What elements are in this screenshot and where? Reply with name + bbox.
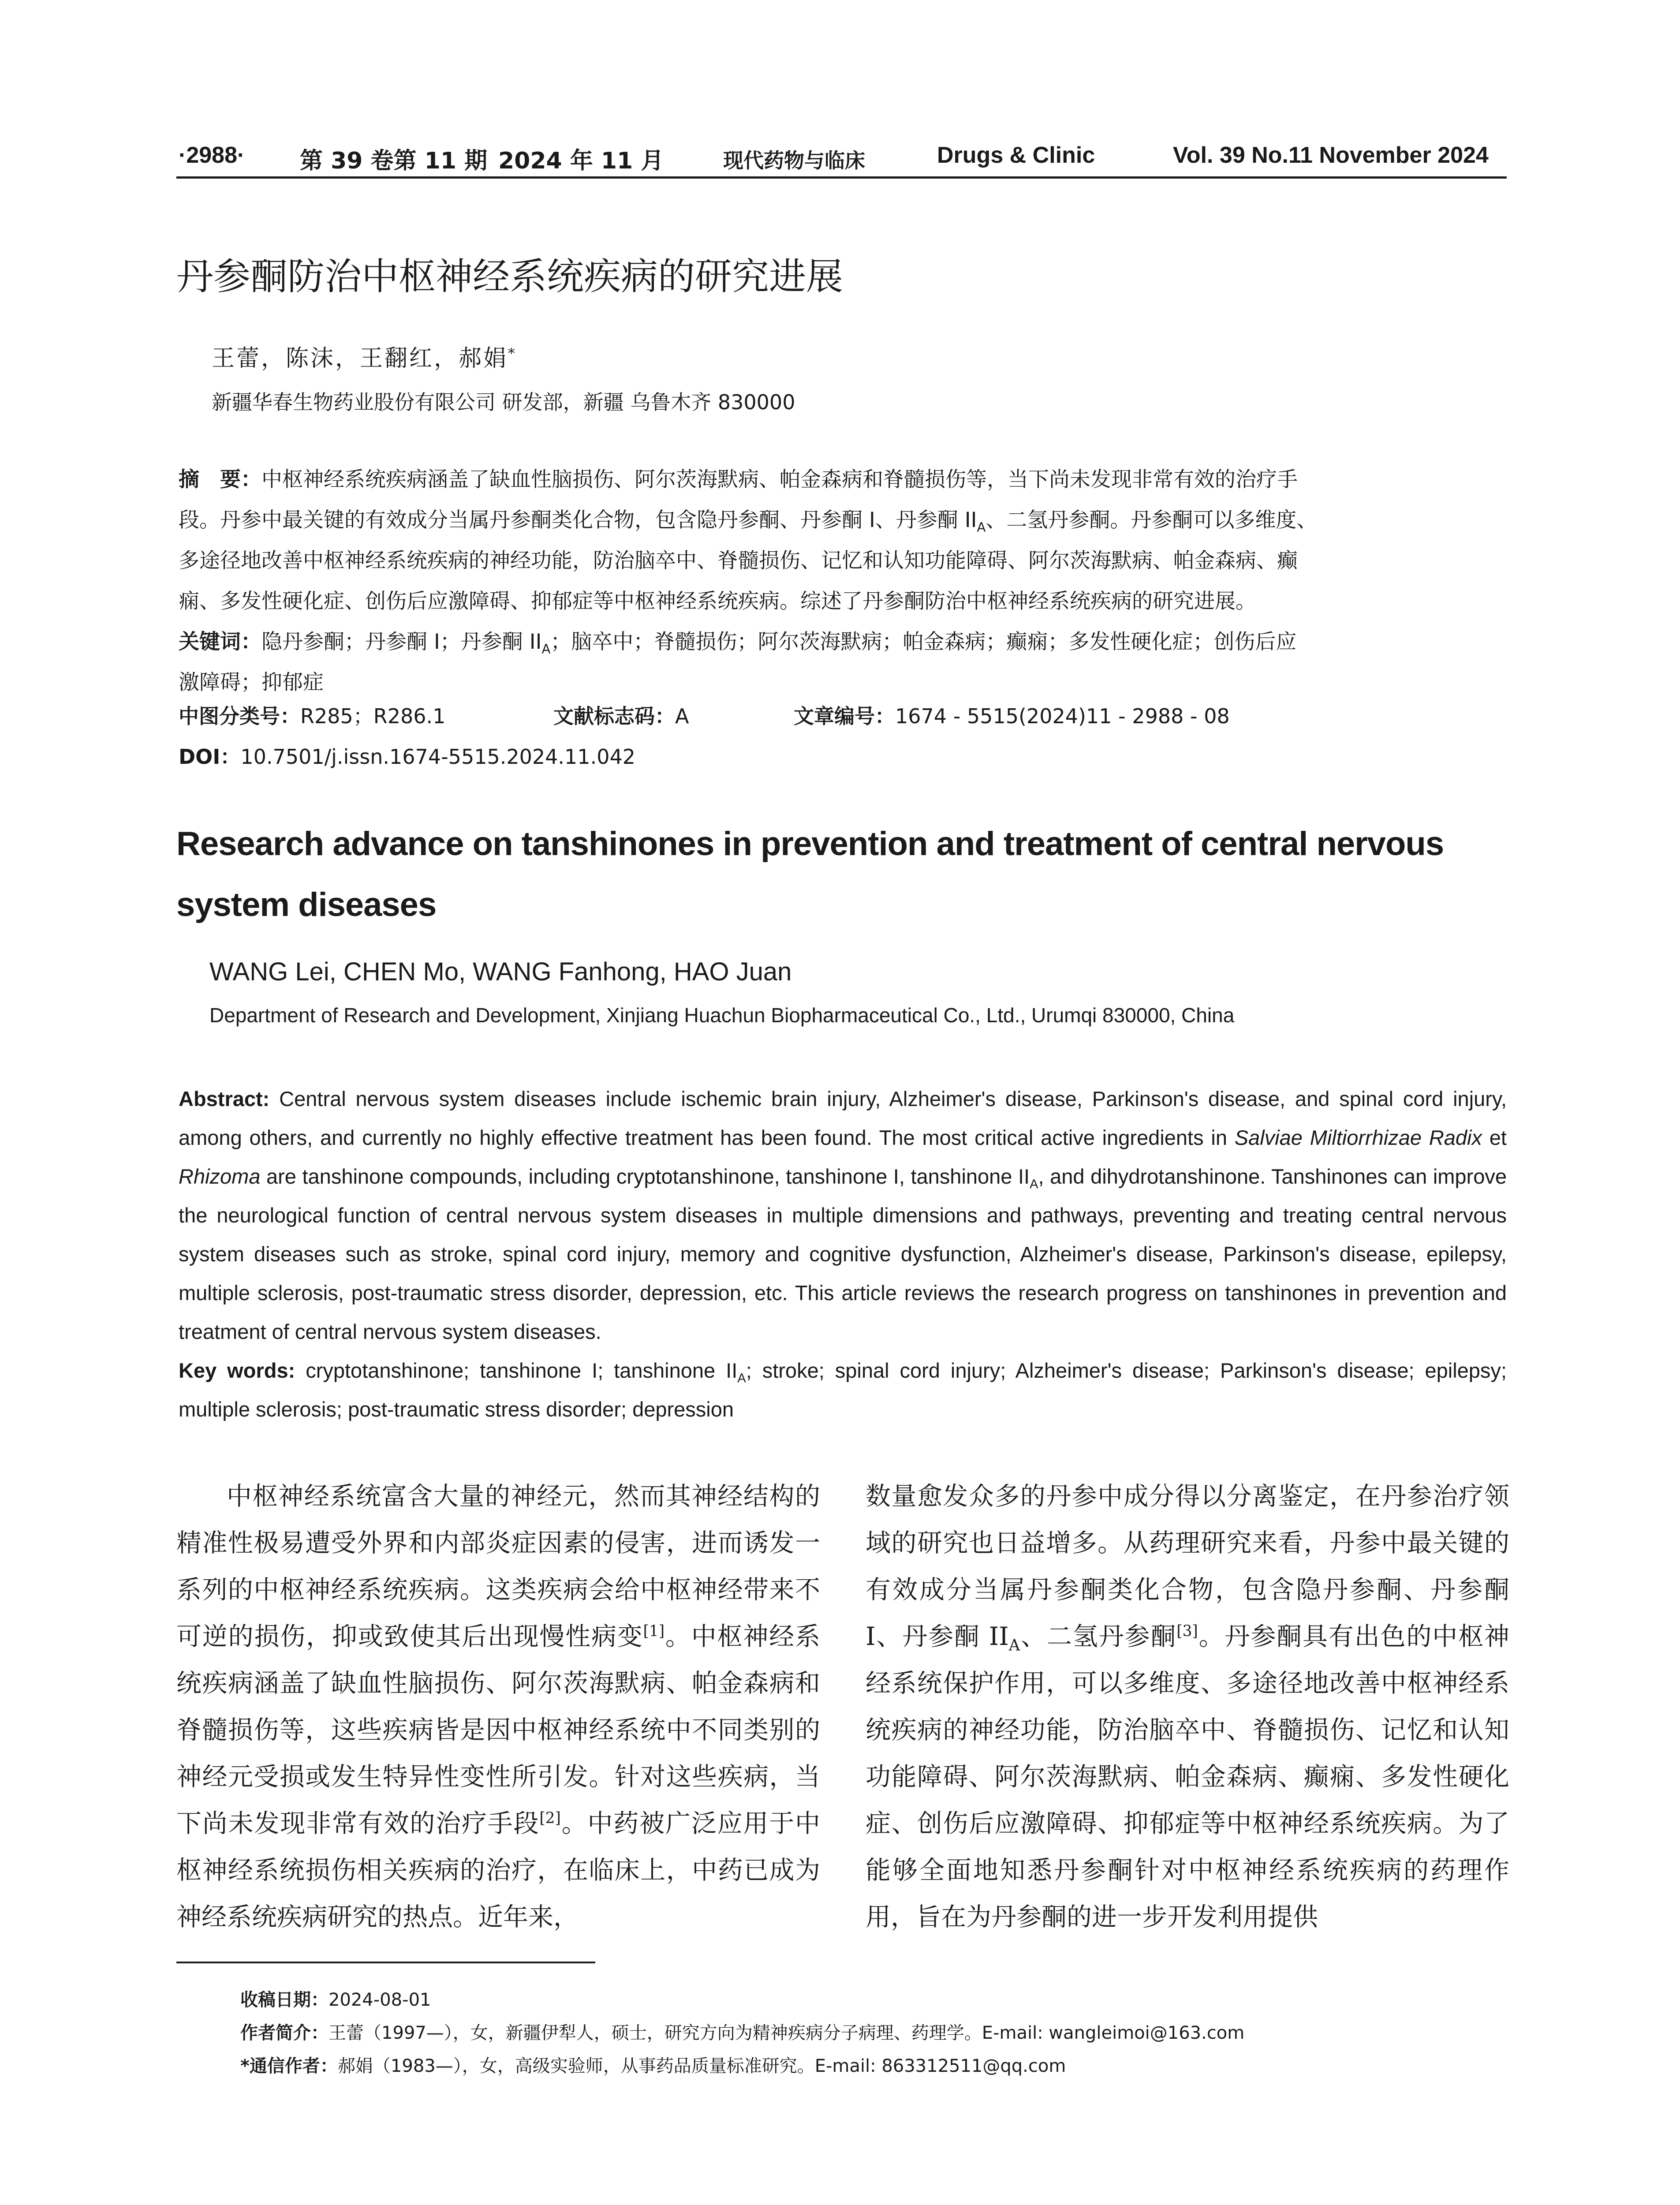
doc-code-value: A	[675, 704, 689, 728]
abstract-en-text: are tanshinone compounds, including cryptotanshinone, tanshinone I, tanshinone II	[260, 1165, 1030, 1188]
article-title-cn: 丹参酮防治中枢神经系统疾病的研究进展	[176, 255, 844, 298]
clc-number	[179, 700, 445, 729]
header-rule	[176, 176, 1507, 179]
citation-ref: [1]	[643, 1622, 665, 1640]
abstract-cn-line: 多途径地改善中枢神经系统疾病的神经功能，防治脑卒中、脊髓损伤、记忆和认知功能障碍、阿尔茨海默病、帕金森病、癫	[179, 549, 1298, 573]
citation-ref: [2]	[539, 1809, 561, 1827]
abstract-en-text: et	[1482, 1126, 1507, 1149]
article-number	[794, 700, 1230, 729]
corresponding-author	[240, 2052, 1066, 2077]
clc-value: R285；R286.1	[300, 704, 446, 728]
keywords-cn-text: ；脑卒中；脊髓损伤；阿尔茨海默病；帕金森病；癫痫；多发性硬化症；创伤后应	[550, 630, 1297, 654]
abstract-cn	[179, 460, 1507, 703]
body-text: 中枢神经系统富含大量的神经元，然而其神经结构的精准性极易遭受外界和内部炎症因素的侵害，进而诱发一系列的中枢神经系统疾病。这类疾病会给中枢神经带来不可逆的损伤，抑或致使其后出现慢性病变	[176, 1482, 820, 1651]
affiliation-cn: 新疆华春生物药业股份有限公司 研发部，新疆 乌鲁木齐 830000	[212, 390, 795, 414]
subscript: A	[541, 641, 551, 657]
keywords-en-text: ; stroke; spinal cord injury; Alzheimer's disease; Parkinson's disease; epilepsy; multiple sclerosis; post-traumatic stress disorder; depression	[179, 1359, 1507, 1421]
received-value: 2024-08-01	[329, 1990, 431, 2010]
abstract-en-text: , and dihydrotanshinone. Tanshinones can improve the neurological function of central nervous system diseases in multiple dimensions and pathways, preventing and treating central nervous system diseases such as stroke, spinal cord injury, memory and cognitive dysfunction, Alzheimer's disease, Parkinson's disease, epilepsy, multiple sclerosis, post-traumatic stress disorder, depression, etc. This article reviews the research progress on tanshinones in prevention and treatment of central nervous system diseases.	[179, 1165, 1507, 1343]
clc-label: 中图分类号：	[179, 704, 300, 728]
authors-cn	[212, 340, 517, 373]
corresponding-label: *通信作者：	[240, 2056, 338, 2076]
citation-ref: [3]	[1176, 1622, 1198, 1640]
abstract-en-text: Central nervous system diseases include ischemic brain injury, Alzheimer's disease, Parkinson's disease, and spinal cord injury, among others, and currently no highly effective treatment has been found. The most critical active ingredients in	[179, 1087, 1507, 1149]
abstract-en-label: Abstract:	[179, 1087, 270, 1110]
doc-code-label: 文献标志码：	[553, 704, 675, 728]
keywords-en-text: cryptotanshinone; tanshinone I; tanshinone II	[295, 1359, 738, 1382]
author-bio	[240, 2019, 1244, 2044]
document-code	[553, 700, 689, 729]
keywords-en-label: Key words:	[179, 1359, 295, 1382]
keywords-cn-text: 隐丹参酮；丹参酮 I；丹参酮 II	[261, 630, 542, 654]
body-text: 。中药被广泛应用于中枢神经系统损伤相关疾病的治疗，在临床上，中药已成为神经系统疾病研究的热点。近年来，	[176, 1809, 821, 1932]
page-number: ·2988·	[179, 142, 245, 168]
subscript: A	[1030, 1177, 1038, 1192]
article-number-value: 1674 - 5515(2024)11 - 2988 - 08	[895, 704, 1230, 728]
authors-cn-names: 王蕾，陈沫，王翻红，郝娟	[212, 345, 508, 372]
subscript: A	[1008, 1636, 1020, 1655]
keywords-cn-cont: 激障碍；抑郁症	[179, 670, 324, 695]
keywords-cn	[179, 622, 1507, 662]
body-column-right	[866, 1473, 1509, 1940]
body-text: 。丹参酮具有出色的中枢神经系统保护作用，可以多维度、多途径地改善中枢神经系统疾病的神经功能，防治脑卒中、脊髓损伤、记忆和认知功能障碍、阿尔茨海默病、帕金森病、癫痫、多发性硬化症、创伤后应激障碍、抑郁症等中枢神经系统疾病。为了能够全面地知悉丹参酮针对中枢神经系统疾病的药理作用，旨在为丹参酮的进一步开发利用提供	[866, 1622, 1510, 1932]
body-text: 。中枢神经系统疾病涵盖了缺血性脑损伤、阿尔茨海默病、帕金森病和脊髓损伤等，这些疾病皆是因中枢神经系统中不同类别的神经元受损或发生特异性变性所引发。针对这些疾病，当下尚未发现非常有效的治疗手段	[176, 1622, 820, 1838]
article-title-en: Research advance on tanshinones in prevention and treatment of central nervous system diseases	[176, 825, 1444, 923]
abstract-cn-label: 摘 要：	[179, 467, 261, 492]
keywords-en	[179, 1351, 1507, 1429]
body-paragraph	[176, 1473, 820, 1940]
body-text: 数量愈发众多的丹参中成分得以分离鉴定，在丹参治疗领域的研究也日益增多。从药理研究来看，丹参中最关键的有效成分当属丹参酮类化合物，包含隐丹参酮、丹参酮 I、丹参酮 II	[866, 1482, 1509, 1651]
abstract-cn-text: 中枢神经系统疾病涵盖了缺血性脑损伤、阿尔茨海默病、帕金森病和脊髓损伤等，当下尚未发现非常有效的治疗手	[261, 467, 1298, 492]
doi-value: 10.7501/j.issn.1674-5515.2024.11.042	[240, 745, 636, 769]
doi	[179, 741, 635, 770]
abstract-en	[179, 1080, 1507, 1429]
received-label: 收稿日期：	[240, 1990, 329, 2010]
abstract-cn-text: 段。丹参中最关键的有效成分当属丹参酮类化合物，包含隐丹参酮、丹参酮 I、丹参酮 II	[179, 508, 977, 532]
issue-date-cn: 2024 年 11 月	[498, 148, 664, 174]
journal-name-cn: 现代药物与临床	[723, 149, 865, 172]
received-date	[240, 1986, 431, 2011]
body-paragraph	[866, 1473, 1509, 1940]
corresponding-value: 郝娟（1983—），女，高级实验师，从事药品质量标准研究。E-mail: 863312511@qq.com	[337, 2056, 1066, 2076]
authors-en: WANG Lei, CHEN Mo, WANG Fanhong, HAO Juan	[209, 957, 792, 986]
author-bio-value: 王蕾（1997—），女，新疆伊犁人，硕士，研究方向为精神疾病分子病理、药理学。E-mail: wangleimoi@163.com	[329, 2023, 1245, 2043]
doi-label: DOI：	[179, 745, 241, 769]
journal-name-en: Drugs & Clinic	[937, 142, 1095, 168]
corresponding-mark: *	[508, 345, 517, 362]
subscript: A	[977, 519, 986, 535]
latin-name: Rhizoma	[179, 1165, 261, 1188]
body-text: 、二氢丹参酮	[1020, 1622, 1177, 1651]
keywords-cn-label: 关键词：	[179, 630, 261, 654]
abstract-en-paragraph	[179, 1080, 1507, 1351]
latin-name: Salviae Miltiorrhizae Radix	[1234, 1126, 1482, 1149]
article-number-label: 文章编号：	[794, 704, 895, 728]
volume-issue-en: Vol. 39 No.11 November 2024	[1173, 142, 1489, 168]
abstract-cn-line	[179, 460, 1507, 500]
abstract-cn-line: 痫、多发性硬化症、创伤后应激障碍、抑郁症等中枢神经系统疾病。综述了丹参酮防治中枢神经系统疾病的研究进展。	[179, 589, 1256, 613]
footnote-rule	[176, 1962, 595, 1963]
affiliation-en: Department of Research and Development, Xinjiang Huachun Biopharmaceutical Co., Ltd., Urumqi 830000, China	[209, 1004, 1235, 1027]
author-bio-label: 作者简介：	[240, 2023, 329, 2043]
abstract-cn-text: 、二氢丹参酮。丹参酮可以多维度、	[986, 508, 1318, 532]
volume-issue-cn: 第 39 卷第 11 期	[300, 148, 488, 174]
body-column-left	[176, 1473, 820, 1940]
subscript: A	[737, 1371, 746, 1386]
abstract-cn-line	[179, 500, 1507, 541]
